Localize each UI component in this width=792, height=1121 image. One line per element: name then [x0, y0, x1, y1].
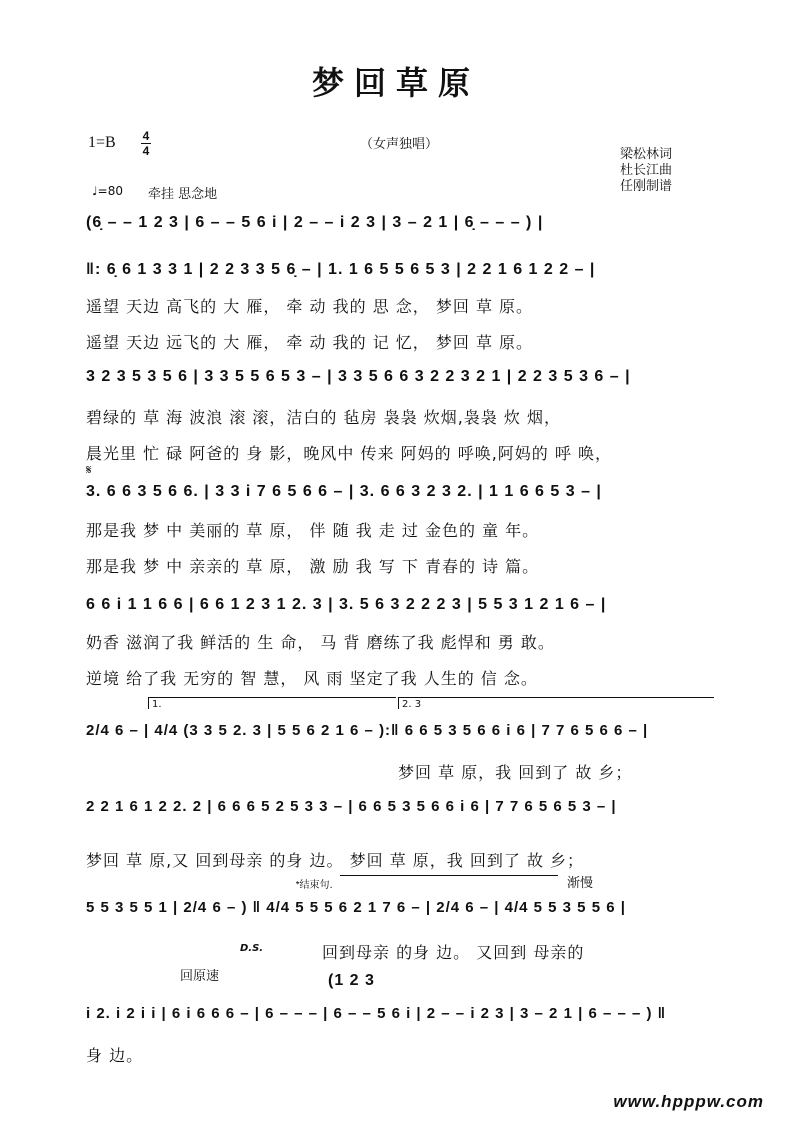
- subtitle: （女声独唱）: [360, 137, 439, 152]
- expression-marking: 牵挂 思念地: [148, 187, 218, 202]
- lyric-row-7: 梦回 草 原,又 回到母亲 的身 边。 梦回 草 原，我 回到了 故 乡；: [86, 851, 585, 870]
- credits: [620, 147, 672, 195]
- time-signature-bottom: 4: [142, 144, 150, 158]
- lyric-row-3-verse-1: 碧绿的 草 海 波浪 滚 滚，洁白的 毡房 袅袅 炊烟,袅袅 炊 烟，: [86, 408, 561, 427]
- time-signature-top: 4: [142, 129, 150, 143]
- watermark: www.hpppw.com: [613, 1092, 764, 1111]
- lyric-row-4-verse-2: 那是我 梦 中 亲亲的 草 原， 激 励 我 写 下 青春的 诗 篇。: [86, 557, 540, 576]
- segno-sign: 𝄋: [86, 463, 92, 478]
- lyric-row-4-verse-1: 那是我 梦 中 美丽的 草 原， 伴 随 我 走 过 金色的 童 年。: [86, 521, 540, 540]
- notation-row-4: 3. 6 6 3 5 6 6. | 3 3 i 7 6 5 6 6 – | 3. 6 6 3 2 3 2. | 1 1 6 6 5 3 – |: [86, 483, 602, 500]
- a-tempo-marking: 回原速: [180, 969, 220, 984]
- composer-credit: 杜长江曲: [620, 163, 673, 178]
- notation-row-8: 5 5 3 5 5 1 | 2/4 6 – ) ‖ 4/4 5 5 5 6 2 1 7 6 – | 2/4 6 – | 4/4 5 5 3 5 5 6 |: [86, 899, 626, 916]
- volta-label-2: 2. 3: [402, 699, 422, 710]
- lyric-row-9: 身 边。: [86, 1046, 144, 1065]
- notation-row-7: 2 2 1 6 1 2 2. 2 | 6 6 6 5 2 5 3 3 – | 6 6 5 3 5 6 6 i 6 | 7 7 6 5 6 5 3 – |: [86, 798, 617, 815]
- notation-row-2: ‖: 6̣ 6 1 3 3 1 | 2 2 3 3 5 6̣ – | 1. 1 6 5 5 6 5 3 | 2 2 1 6 1 2 2 – |: [86, 261, 596, 278]
- key-signature: 1=B: [88, 134, 116, 151]
- alternate-notes: (1 2 3: [328, 972, 375, 989]
- lyric-row-2-verse-2: 遥望 天边 远飞的 大 雁， 牵 动 我的 记 忆， 梦回 草 原。: [86, 333, 534, 352]
- coda-marking: 𝄌结束句.: [296, 880, 333, 891]
- lyric-row-6: 梦回 草 原，我 回到了 故 乡；: [398, 763, 633, 782]
- volta-bracket-2: [398, 697, 714, 698]
- notation-row-9: i 2. i 2 i i | 6 i 6 6 6 – | 6 – – – | 6 – – 5 6 i | 2 – – i 2 3 | 3 – 2 1 | 6 – – – ) ‖: [86, 1005, 667, 1022]
- time-signature: [141, 130, 151, 157]
- lyric-row-8: 回到母亲 的身 边。 又回到 母亲的: [322, 943, 585, 962]
- lyric-row-5-verse-1: 奶香 滋润了我 鲜活的 生 命， 马 背 磨练了我 彪悍和 勇 敢。: [86, 633, 555, 652]
- volta-bracket-1: [148, 697, 396, 698]
- dal-segno-marking: D.S.: [240, 943, 264, 954]
- arranger-credit: 任刚制谱: [620, 179, 673, 194]
- lyric-row-5-verse-2: 逆境 给了我 无穷的 智 慧， 风 雨 坚定了我 人生的 信 念。: [86, 669, 538, 688]
- lyricist-credit: 梁松林词: [620, 147, 673, 162]
- lyric-row-2-verse-1: 遥望 天边 高飞的 大 雁， 牵 动 我的 思 念， 梦回 草 原。: [86, 297, 534, 316]
- notation-row-5: 6 6 i 1 1 6 6 | 6 6 1 2 3 1 2. 3 | 3. 5 6 3 2 2 2 3 | 5 5 3 1 2 1 6 – |: [86, 596, 607, 613]
- notation-row-6: 2/4 6 – | 4/4 (3 3 5 2. 3 | 5 5 6 2 1 6 – ):‖ 6 6 5 3 5 6 6 i 6 | 7 7 6 5 6 6 – |: [86, 722, 649, 739]
- tempo-marking: ♩=80: [92, 184, 123, 198]
- ritardando-marking: 渐慢: [567, 876, 594, 891]
- notation-row-3: 3 2 3 5 3 5 6 | 3 3 5 5 6 5 3 – | 3 3 5 6 6 3 2 2 3 2 1 | 2 2 3 5 3 6 – |: [86, 368, 631, 385]
- song-title: 梦回草原: [311, 64, 480, 102]
- lyric-row-3-verse-2: 晨光里 忙 碌 阿爸的 身 影，晚风中 传来 阿妈的 呼唤,阿妈的 呼 唤，: [86, 444, 612, 463]
- volta-label-1: 1.: [152, 699, 162, 710]
- notation-row-1: (6̣ – – 1 2 3 | 6 – – 5 6 i | 2 – – i 2 3 | 3 – 2 1 | 6̣ – – – ) |: [86, 214, 544, 231]
